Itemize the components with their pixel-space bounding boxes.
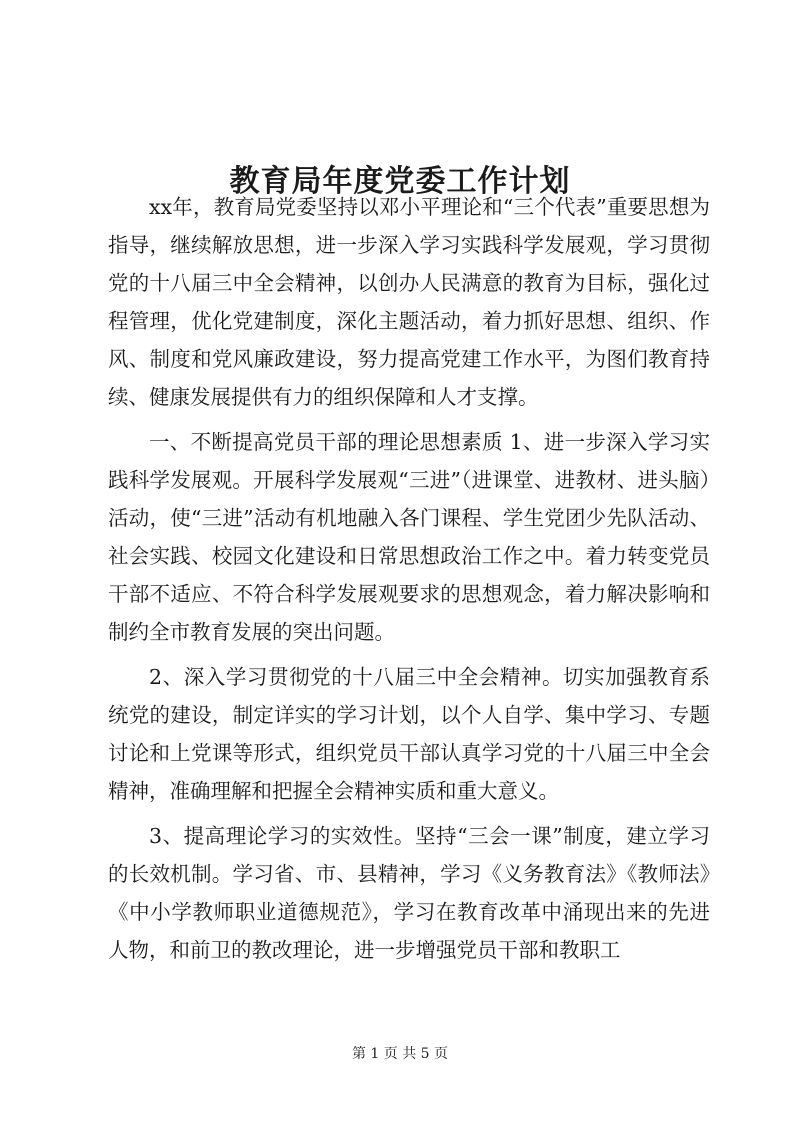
document-title: 教育局年度党委工作计划 bbox=[229, 164, 571, 200]
document-body bbox=[108, 188, 710, 969]
paragraph-intro: xx年，教育局党委坚持以邓小平理论和“三个代表”重要思想为指导，继续解放思想，进一步深入学习实践科学发展观，学习贯彻党的十八届三中全会精神，以创办人民满意的教育为目标，强化过程管理，优化党建制度，深化主题活动，着力抓好思想、组织、作风、制度和党风廉政建设，努力提高党建工作水平，为图们教育持续、健康发展提供有力的组织保障和人才支撑。 bbox=[108, 195, 710, 409]
paragraph-section-3: 3、提高理论学习的实效性。坚持“三会一课”制度，建立学习的长效机制。学习省、市、县精神，学习《义务教育法》《教师法》《中小学教师职业道德规范》，学习在教育改革中涌现出来的先进人物，和前卫的教改理论，进一步增强党员干部和教职工 bbox=[108, 824, 710, 962]
paragraph-section-2: 2、深入学习贯彻党的十八届三中全会精神。切实加强教育系统党的建设，制定详实的学习计划，以个人自学、集中学习、专题讨论和上党课等形式，组织党员干部认真学习党的十八届三中全会精神，准确理解和把握全会精神实质和重大意义。 bbox=[108, 665, 710, 803]
paragraph-section-1: 一、不断提高党员干部的理论思想素质 1、进一步深入学习实践科学发展观。开展科学发展观“三进”（进课堂、进教材、进头脑）活动，使“三进”活动有机地融入各门课程、学生党团少先队活动、社会实践、校园文化建设和日常思想政治工作之中。着力转变党员干部不适应、不符合科学发展观要求的思想观念，着力解决影响和制约全市教育发展的突出问题。 bbox=[108, 430, 710, 644]
page-number-footer: 第 1 页 共 5 页 bbox=[351, 1046, 449, 1062]
